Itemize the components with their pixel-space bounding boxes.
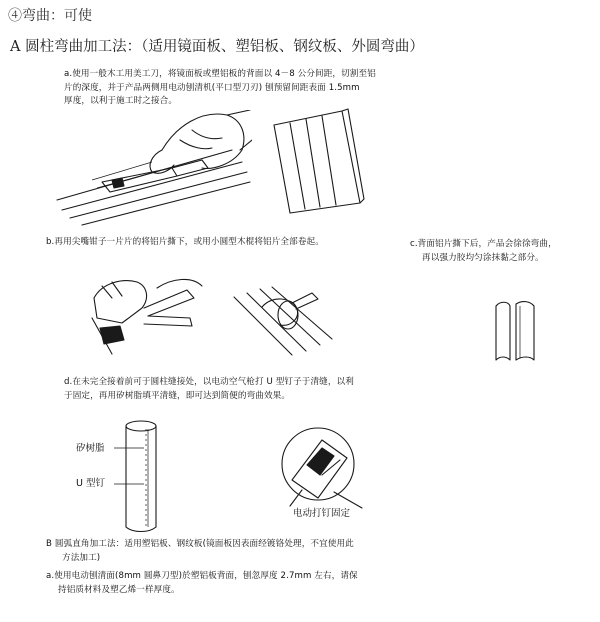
step-a-line-2: 片的深度，并于产品两侧用电动刨清机(平口型刀刃) 刨预留间距表面 1.5mm bbox=[64, 82, 360, 93]
step-c-line-1: c.背面铝片撕下后，产品会徐徐弯曲， bbox=[410, 239, 557, 249]
curved-panel-illustration bbox=[488, 296, 548, 368]
u-nail-label: U 型钉 bbox=[76, 478, 105, 489]
nail-gun-illustration bbox=[272, 420, 372, 510]
step-c-text bbox=[410, 238, 557, 265]
silicone-label: 矽树脂 bbox=[76, 443, 105, 454]
section-a-heading: A 圆柱弯曲加工法：（适用镜面板、塑铝板、钢纹板、外圆弯曲） bbox=[10, 39, 424, 55]
section-b-a-line-2: 持铝质材料及塑乙烯一样厚度。 bbox=[58, 584, 180, 595]
step-d-line-2: 于固定，再用矽树脂填平清缝，即可达到简便的弯曲效果。 bbox=[64, 390, 291, 401]
label-leader-lines bbox=[110, 442, 150, 492]
pliers-peeling-illustration bbox=[82, 268, 212, 358]
step-a-text bbox=[64, 68, 376, 109]
hand-cutting-illustration bbox=[52, 110, 252, 230]
step-a-line-3: 厚度，以利于施工时之接合。 bbox=[64, 96, 178, 106]
section-b-a-line-1: a.使用电动刨清面(8mm 圆鼻刀型)於塑铝板背面，刨忽厚度 2.7mm 左右，请保 bbox=[46, 571, 358, 581]
step-d-text bbox=[64, 376, 354, 403]
nail-gun-label: 电动打钉固定 bbox=[293, 508, 351, 519]
page-title: ④弯曲：可使 bbox=[8, 8, 92, 24]
section-b-line-2: 方法加工) bbox=[62, 552, 101, 563]
step-a-line-1: a.使用一般木工用美工刀，将镜面板或塑铝板的背面以 4－8 公分间距，切割至铝 bbox=[64, 69, 376, 79]
rolling-strips-illustration bbox=[232, 285, 342, 365]
section-b-line-1: B 圆弧直角加工法：适用塑铝板、钢纹板(镜面板因表面经镀铬处理，不宜使用此 bbox=[46, 539, 354, 549]
step-c-line-2: 再以强力胶均匀涂抹黏之部分。 bbox=[422, 252, 544, 263]
step-d-line-1: d.在未完全接着前可于圆柱缝接处，以电动空气枪打 U 型钉子于清缝，以利 bbox=[64, 377, 354, 387]
step-b-text: b.再用尖嘴钳子一片片的将铝片撕下，或用小圆型木棍将铝片全部卷起。 bbox=[46, 237, 324, 247]
section-b-text bbox=[46, 538, 354, 565]
section-b-step-a bbox=[46, 570, 358, 597]
grooved-panel-illustration bbox=[262, 105, 372, 215]
